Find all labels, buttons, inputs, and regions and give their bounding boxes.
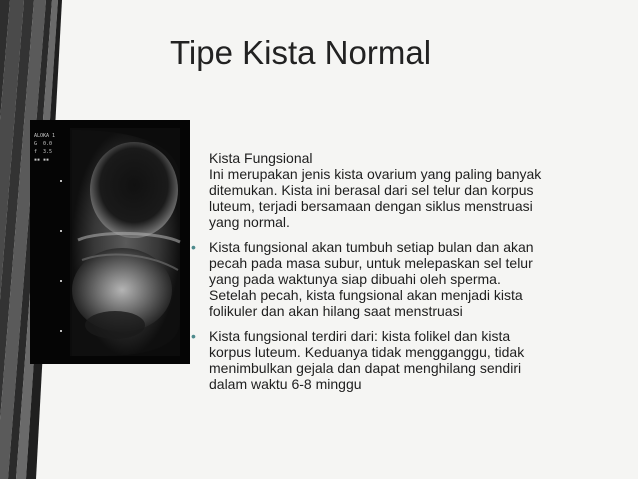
paragraph-line: Ini merupakan jenis kista ovarium yang paling banyak — [209, 166, 542, 182]
bullet-icon: • — [191, 328, 196, 344]
paragraph-line: Setelah pecah, kista fungsional akan menjadi kista — [209, 287, 523, 303]
paragraph-line: korpus luteum. Keduanya tidak mengganggu, tidak — [209, 344, 525, 360]
paragraph-line: luteum, terjadi bersamaan dengan siklus menstruasi — [209, 198, 533, 214]
ultrasound-caption: ALOKA 1 G 0.0 f 3.5 ▪▪ ▪▪ — [34, 133, 56, 163]
paragraph-kista-fungsional — [209, 150, 609, 230]
paragraph-line: Kista fungsional akan tumbuh setiap bulan dan akan — [209, 239, 534, 255]
paragraph-line: ditemukan. Kista ini berasal dari sel telur dan korpus — [209, 182, 534, 198]
paragraph-line: yang pada waktunya siap dibuahi oleh sperma. — [209, 271, 501, 287]
paragraph-line: yang normal. — [209, 214, 290, 230]
paragraph-line: pecah pada masa subur, untuk melepaskan sel telur — [209, 255, 533, 271]
paragraph-line: dalam waktu 6-8 minggu — [209, 376, 362, 392]
bullet-icon: • — [191, 239, 196, 255]
paragraph-line: Kista fungsional terdiri dari: kista folikel dan kista — [209, 328, 511, 344]
paragraph-line: Kista Fungsional — [209, 150, 313, 166]
paragraph-line: menimbulkan gejala dan dapat menghilang sendiri — [209, 360, 522, 376]
paragraph-line: folikuler dan akan hilang saat menstruasi — [209, 303, 463, 319]
bullet-item-terdiri — [191, 328, 609, 392]
bullet-item-tumbuh — [191, 239, 609, 319]
ultrasound-image — [30, 120, 190, 364]
slide-body — [191, 150, 609, 401]
slide-title: Tipe Kista Normal — [170, 34, 432, 71]
